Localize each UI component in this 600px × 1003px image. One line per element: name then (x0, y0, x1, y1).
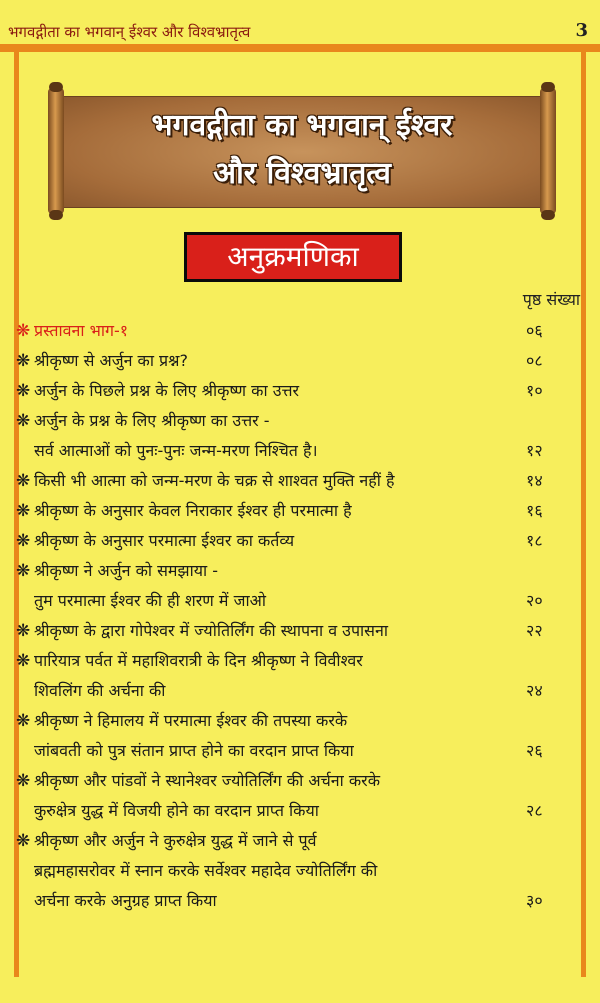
entry-title-line: पारियात्र पर्वत में महाशिवरात्री के दिन श्रीकृष्ण ने विवीश्वर (34, 651, 363, 670)
entry-title-line: प्रस्तावना भाग-१ (34, 321, 129, 340)
entry-page-number: १६ (526, 501, 543, 520)
book-title-line1: भगवद्गीता का भगवान् ईश्वर (151, 108, 453, 143)
bullet-star-icon: ❋ (16, 501, 31, 521)
contents-entry (16, 406, 576, 466)
book-title (62, 102, 542, 198)
entry-page-number: १८ (526, 531, 543, 550)
entry-title-line: किसी भी आत्मा को जन्म-मरण के चक्र से शाश्वत मुक्ति नहीं है (34, 471, 395, 490)
scroll-roller-right (540, 88, 556, 214)
contents-entry (16, 646, 576, 706)
contents-entry (16, 346, 576, 376)
bullet-star-icon: ❋ (16, 621, 31, 641)
bullet-star-icon: ❋ (16, 651, 31, 671)
bullet-star-icon: ❋ (16, 831, 31, 851)
entry-title-line: ब्रह्ममहासरोवर में स्नान करके सर्वेश्वर महादेव ज्योतिर्लिंग की (34, 861, 378, 880)
contents-entry (16, 526, 576, 556)
contents-entry (16, 826, 576, 916)
title-scroll-banner (44, 88, 560, 214)
contents-entry (16, 616, 576, 646)
contents-entry (16, 556, 576, 616)
contents-entry (16, 466, 576, 496)
running-header-title: भगवद्गीता का भगवान् ईश्वर और विश्वभ्रातृत्व (8, 23, 251, 41)
entry-title-line: अर्चना करके अनुग्रह प्राप्त किया (34, 891, 217, 910)
entry-page-number: ३० (526, 891, 543, 910)
bullet-star-icon: ❋ (16, 381, 31, 401)
entry-title-line: जांबवती को पुत्र संतान प्राप्त होने का वरदान प्राप्त किया (34, 741, 354, 760)
bullet-star-icon: ❋ (16, 561, 31, 581)
right-border (581, 52, 586, 977)
entry-title-line: श्रीकृष्ण ने हिमालय में परमात्मा ईश्वर की तपस्या करके (34, 711, 348, 730)
page-number: 3 (575, 20, 588, 41)
entry-page-number: १२ (526, 441, 543, 460)
entry-page-number: ०८ (526, 351, 543, 370)
page-header (0, 0, 600, 44)
entry-page-number: २८ (526, 801, 543, 820)
bullet-star-icon: ❋ (16, 711, 31, 731)
contents-entry (16, 316, 576, 346)
entry-page-number: ०६ (526, 321, 543, 340)
entry-page-number: २६ (526, 741, 543, 760)
contents-list (16, 316, 576, 916)
entry-title-line: श्रीकृष्ण के अनुसार परमात्मा ईश्वर का कर्तव्य (34, 531, 295, 550)
entry-title-line: तुम परमात्मा ईश्वर की ही शरण में जाओ (34, 591, 266, 610)
entry-page-number: १४ (526, 471, 543, 490)
entry-page-number: २० (526, 591, 543, 610)
bullet-star-icon: ❋ (16, 351, 31, 371)
entry-title-line: श्रीकृष्ण के अनुसार केवल निराकार ईश्वर ही परमात्मा है (34, 501, 352, 520)
bullet-star-icon: ❋ (16, 321, 31, 341)
entry-title-line: अर्जुन के पिछले प्रश्न के लिए श्रीकृष्ण का उत्तर (34, 381, 300, 400)
contents-entry (16, 376, 576, 406)
entry-title-line: श्रीकृष्ण ने अर्जुन को समझाया - (34, 561, 219, 580)
entry-title-line: कुरुक्षेत्र युद्ध में विजयी होने का वरदान प्राप्त किया (34, 801, 319, 820)
entry-title-line: श्रीकृष्ण से अर्जुन का प्रश्न? (34, 351, 188, 370)
entry-page-number: १० (526, 381, 543, 400)
bullet-star-icon: ❋ (16, 411, 31, 431)
contents-entry (16, 766, 576, 826)
contents-entry (16, 706, 576, 766)
bullet-star-icon: ❋ (16, 531, 31, 551)
entry-title-line: श्रीकृष्ण के द्वारा गोपेश्वर में ज्योतिर्लिंग की स्थापना व उपासना (34, 621, 389, 640)
section-title: अनुक्रमणिका (184, 232, 402, 282)
entry-title-line: शिवलिंग की अर्चना की (34, 681, 166, 700)
bullet-star-icon: ❋ (16, 471, 31, 491)
entry-page-number: २४ (526, 681, 543, 700)
entry-page-number: २२ (526, 621, 543, 640)
entry-title-line: श्रीकृष्ण और अर्जुन ने कुरुक्षेत्र युद्ध में जाने से पूर्व (34, 831, 317, 850)
entry-title-line: श्रीकृष्ण और पांडवों ने स्थानेश्वर ज्योतिर्लिंग की अर्चना करके (34, 771, 380, 790)
header-rule (0, 44, 600, 52)
entry-title-line: सर्व आत्माओं को पुनः-पुनः जन्म-मरण निश्चित है। (34, 441, 318, 460)
bullet-star-icon: ❋ (16, 771, 31, 791)
book-title-line2: और विश्वभ्रातृत्व (213, 156, 391, 191)
contents-entry (16, 496, 576, 526)
page-column-label: पृष्ठ संख्या (522, 290, 580, 309)
entry-title-line: अर्जुन के प्रश्न के लिए श्रीकृष्ण का उत्तर - (34, 411, 270, 430)
